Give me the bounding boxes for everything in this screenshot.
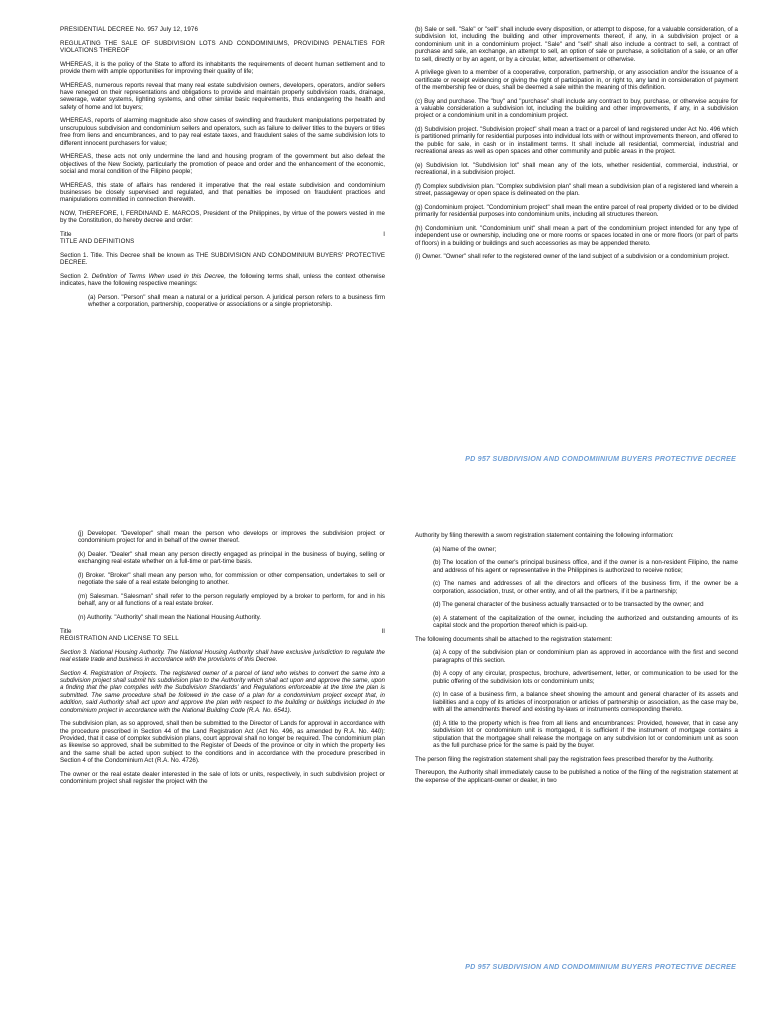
title-word: Title bbox=[60, 627, 72, 635]
page1-left-column bbox=[60, 26, 385, 315]
definition-g: (g) Condominium project. "Condominium project" shall mean the entire parcel of real property divided or to be divided primarily for residential purposes into condominium units, including all structures thereon. bbox=[415, 203, 738, 219]
document-page-1 bbox=[0, 22, 768, 516]
definition-k: (k) Dealer. "Dealer" shall mean any person directly engaged as principal in the business of buying, selling or exchanging real estate whether on a full-time or part-time basis. bbox=[78, 551, 385, 566]
document-a: (a) A copy of the subdivision plan or condominium plan as approved in accordance with the first and second paragraphs of this section. bbox=[433, 649, 738, 664]
whereas-paragraph-1: WHEREAS, it is the policy of the State to afford its inhabitants the requirements of decent human settlement and to provide them with ample opportunities for improving their quality of life; bbox=[60, 60, 385, 75]
definition-j: (j) Developer. "Developer" shall mean the person who develops or improves the subdivision project or condominium project for and in behalf of the owner thereof. bbox=[78, 530, 385, 545]
section-4: Section 4. Registration of Projects. The registered owner of a parcel of land who wishes to convert the same into a subdivision project shall submit his subdivision plan to the Authority which shall act upon and approve the same, upon a finding that the plan complies with the Subdivision Standards' and Regulations enforceable at the time the plan is submitted. The same procedure shall be followed in the case of a plan for a condominium project except that, in addition, said Authority shall act upon and approve the plan with respect to the building or buildings included in the condominium project in accordance with the National Building Code (R.A. No. 6541). bbox=[60, 669, 385, 714]
title-number: I bbox=[383, 231, 385, 239]
title-heading: TITLE AND DEFINITIONS bbox=[60, 238, 135, 246]
title-word: Title bbox=[60, 231, 72, 239]
section-1: Section 1. Title. This Decree shall be known as THE SUBDIVISION AND CONDOMINIUM BUYERS' PROTECTIVE DECREE. bbox=[60, 252, 385, 267]
now-therefore-paragraph: NOW, THEREFORE, I, FERDINAND E. MARCOS, President of the Philippines, by virtue of the powers vested in me by the Constitution, do hereby decree and order: bbox=[60, 210, 385, 225]
definition-n: (n) Authority. "Authority" shall mean the National Housing Authority. bbox=[78, 614, 262, 621]
document-b: (b) A copy of any circular, prospectus, brochure, advertisement, letter, or communication to be used for the public offering of the subdivision lots or condominium units; bbox=[433, 670, 738, 685]
definition-i: (i) Owner. "Owner" shall refer to the registered owner of the land subject of a subdivision or a condominium project. bbox=[415, 253, 730, 261]
section-2-label: Section 2. bbox=[60, 273, 92, 281]
decree-number-line: PRESIDENTIAL DECREE No. 957 July 12, 1976 bbox=[60, 26, 198, 33]
definition-d: (d) Subdivision project. "Subdivision project" shall mean a tract or a parcel of land registered under Act No. 496 which is partitioned primarily for residential purposes into individual lots with or without improvements thereon, and offered to the public for sale, in cash or in installment terms. It shall include all residential, commercial, industrial and recreational areas as well as open spaces and other community and public areas in the project. bbox=[415, 126, 738, 156]
page2-left-column bbox=[60, 530, 385, 792]
info-b: (b) The location of the owner's principal business office, and if the owner is a non-resident Filipino, the name and address of his agent or representative in the Philippines is authorized to receive notice; bbox=[433, 559, 738, 574]
fees-paragraph: The person filing the registration statement shall pay the registration fees prescribed therefor by the Authority. bbox=[415, 755, 714, 763]
definition-b: (b) Sale or sell. "Sale" or "sell" shall include every disposition, or attempt to dispose, for a valuable consideration, of a subdivision lot, including the building and other improvements thereof, if any, in a subdivision project or a condominium unit in a condominium project. "Sale" and "sell" shall also include a contract to sell, a contract of purchase and sale, an exchange, an attempt to sell, an option of sale or purchase, a solicitation of a sale, or an offer to sell, directly or by an agent, or by a circular, letter, advertisement or otherwise. bbox=[415, 26, 738, 63]
definition-l: (l) Broker. "Broker" shall mean any person who, for commission or other compensation, undertakes to sell or negotiate the sale of a real estate belonging to another. bbox=[78, 572, 385, 587]
definition-h: (h) Condominium unit. "Condominium unit" shall mean a part of the condominium project intended for any type of independent use or ownership, including one or more rooms or spaces located in one or more floors (or part of parts of floors) in a building or buildings and such accessories as may be appended thereto. bbox=[415, 224, 738, 247]
definition-f: (f) Complex subdivision plan. "Complex subdivision plan" shall mean a subdivision plan of a registered land wherein a street, passageway or open space is delineated on the plan. bbox=[415, 182, 738, 198]
title-heading: REGISTRATION AND LICENSE TO SELL bbox=[60, 635, 179, 642]
privilege-paragraph: A privilege given to a member of a cooperative, corporation, partnership, or any association and/or the issuance of a certificate or receipt evidencing or giving the right of participation in, or right to, any land in consideration of payment of the membership fee or dues, shall be deemed a sale within the meaning of this definition. bbox=[415, 69, 738, 92]
subdivision-plan-paragraph: The subdivision plan, as so approved, shall then be submitted to the Director of Lands for approval in accordance with the procedure prescribed in Section 44 of the Land Registration Act (Act No. 496, as amended by R.A. No. 440): Provided, that it case of complex subdivision plans, court approval shall no longer be required. The condominium plan as likewise so approved, shall be submitted to the Register of Deeds of the province or city in which the property lies and the same shall be acted upon subject to the conditions and in accordance with the procedure prescribed in Section 4 of the Condominium Act (R.A. No. 4726). bbox=[60, 720, 385, 765]
document-c: (c) In case of a business firm, a balance sheet showing the amount and general character of its assets and liabilities and a copy of its articles of incorporation or articles of partnership or association, as the case may be, with all the amendments thereof and existing by-laws or instruments corresponding thereto. bbox=[433, 691, 738, 714]
owner-dealer-paragraph: The owner or the real estate dealer interested in the sale of lots or units, respectively, in such subdivision project or condominium project shall register the project with the bbox=[60, 770, 385, 786]
whereas-paragraph-3: WHEREAS, reports of alarming magnitude also show cases of swindling and fraudulent manipulations perpetrated by unscrupulous subdivision and condominium sellers and operators, such as failure to deliver titles to the buyers or titles free from liens and encumbrances, and to pay real estate taxes, and fraudulent sales of the same subdivision lots to different innocent purchasers for value; bbox=[60, 117, 385, 147]
page2-right-column bbox=[415, 532, 738, 790]
section-2-text: the following terms shall, unless the context otherwise indicates, have the following respective meanings: bbox=[60, 273, 386, 288]
section-2 bbox=[60, 273, 385, 288]
section-3: Section 3. National Housing Authority. The National Housing Authority shall have exclusive jurisdiction to regulate the real estate trade and business in accordance with the provisions of this Decree. bbox=[60, 648, 385, 663]
thereupon-paragraph: Thereupon, the Authority shall immediately cause to be published a notice of the filing of the registration statement at the expense of the applicant-owner or dealer, in two bbox=[415, 769, 738, 784]
document-page-2 bbox=[0, 528, 768, 1022]
decree-title: REGULATING THE SALE OF SUBDIVISION LOTS AND CONDOMINIUMS, PROVIDING PENALTIES FOR VIOLATIONS THEREOF bbox=[60, 39, 385, 54]
page1-right-column bbox=[415, 26, 738, 267]
info-e: (e) A statement of the capitalization of the owner, including the authorized and outstanding amounts of its capital stock and the proportion thereof which is paid-up. bbox=[433, 614, 738, 630]
whereas-paragraph-4: WHEREAS, these acts not only undermine the land and housing program of the government but also defeat the objectives of the New Society, particularly the promotion of peace and order and the enhancement of the economic, social and moral condition of the Filipino people; bbox=[60, 153, 385, 176]
documents-intro: The following documents shall be attached to the registration statement: bbox=[415, 635, 613, 643]
info-d: (d) The general character of the business actually transacted or to be transacted by the owner; and bbox=[433, 601, 704, 609]
definition-c: (c) Buy and purchase. The "buy" and "purchase" shall include any contract to buy, purchase, or otherwise acquire for a valuable consideration a subdivision lot, including the building and other improvements, if any, in a subdivision project or a condominium unit in a condominium project. bbox=[415, 97, 738, 120]
title-row-2 bbox=[60, 628, 385, 635]
title-number: II bbox=[381, 627, 385, 635]
authority-intro: Authority by filing therewith a sworn registration statement containing the following information: bbox=[415, 532, 674, 539]
whereas-paragraph-2: WHEREAS, numerous reports reveal that many real estate subdivision owners, developers, operators, and/or sellers have reneged on their representations and obligations to provide and maintain properly subdivision roads, drainage, sewerage, water systems, lighting systems, and other similar basic requirements, thus endangering the health and safety of home and lot buyers; bbox=[60, 81, 385, 111]
definition-m: (m) Salesman. "Salesman" shall refer to the person regularly employed by a broker to perform, for and in his behalf, any or all functions of a real estate broker. bbox=[78, 593, 385, 608]
section-2-heading: Definition of Terms When used in this Decree, bbox=[91, 273, 226, 281]
page1-footer: PD 957 SUBDIVISION AND CONDOMIINIUM BUYERS PROTECTIVE DECREE bbox=[465, 454, 736, 463]
info-a: (a) Name of the owner; bbox=[433, 545, 497, 553]
whereas-paragraph-5: WHEREAS, this state of affairs has rendered it imperative that the real estate subdivision and condominium businesses be closely supervised and regulated, and that penalties be imposed on fraudulent practices and manipulations committed in connection therewith. bbox=[60, 181, 385, 204]
definition-e: (e) Subdivision lot. "Subdivision lot" shall mean any of the lots, whether residential, commercial, industrial, or recreational, in a subdivision project. bbox=[415, 161, 738, 177]
definition-a: (a) Person. "Person" shall mean a natural or a juridical person. A juridical person refers to a business firm whether a corporation, partnership, cooperative or associations or a single proprietorship. bbox=[88, 294, 385, 309]
page2-footer: PD 957 SUBDIVISION AND CONDOMIINIUM BUYERS PROTECTIVE DECREE bbox=[465, 962, 736, 971]
title-row-1 bbox=[60, 231, 385, 238]
info-c: (c) The names and addresses of all the directors and officers of the business firm, if the owner be a corporation, association, trust, or other entity, and of all the partners, if it be a partnership; bbox=[433, 580, 738, 595]
document-d: (d) A title to the property which is free from all liens and encumbrances: Provided, however, that in case any subdivision lot or condominium unit is mortgaged, it is sufficient if the instrument of mortgage contains a stipulation that the mortgagee shall release the mortgage on any subdivision lot or condominium unit as soon as the full purchase price for the same is paid by the buyer. bbox=[433, 719, 738, 749]
